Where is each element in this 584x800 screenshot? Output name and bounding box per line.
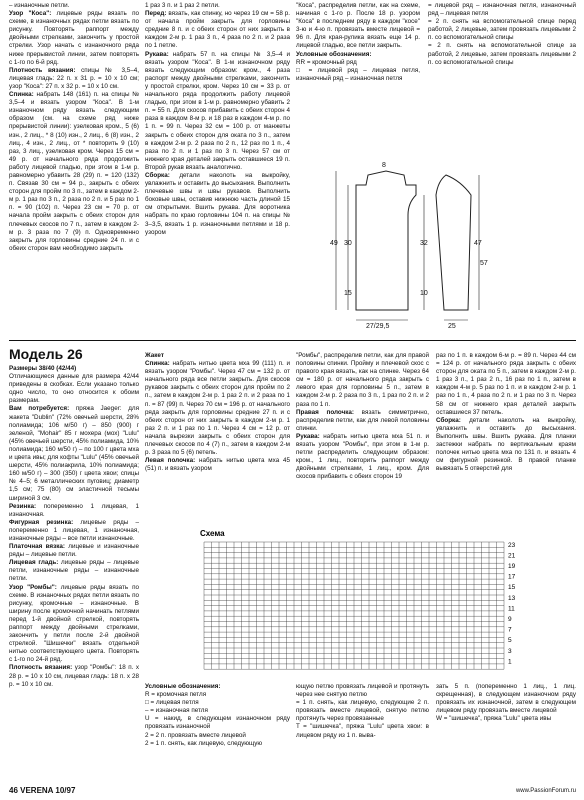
dim-label: 57 <box>480 260 488 267</box>
text-paragraph <box>436 683 576 715</box>
paragraph-heading: Плотность вязания: <box>9 66 76 74</box>
chart-row-label: 21 <box>508 552 516 560</box>
dim-label: 27/29,5 <box>366 323 390 330</box>
top-column-1 <box>9 2 139 253</box>
paragraph-text: набрать нитью цвета мха 99 (111) п. и вязать узором "Ромбы". Через 47 см = 132 р. от начального ряда все петли закрыть. Для скосов рукавов закрыть с обеих сторон для пройм по 2 п., затем в каждом 2-м р. 1 раз 2 п. и 2 раза по 1 п. = 87 (99) п. Через 70 см = 196 р. от начального ряда закрыть для горловины средние 27 п. и с обеих сторон от них закрыть в каждом 2-м р. 1 раз 2 п. и 1 раз по 1 п. Через 4 см = 12 р. от начала вырезки закрыть с обеих сторон для плечевых скосов по 4 (7) п., затем в каждом 2-м р. 3 раза по 5 (6) петель. <box>145 360 290 457</box>
paragraph-text: 2 = 2 п. провязать вместе лицевой <box>145 731 246 739</box>
text-paragraph <box>145 10 290 50</box>
top-column-3 <box>296 2 420 83</box>
paragraph-text: = 2 п. снять на вспомогательной спице за работой, 2 лицевые, затем провязать лицевыми 2 п. со вспомогательной спицы <box>428 42 576 66</box>
chart-row-label: 23 <box>508 541 516 549</box>
paragraph-heading: Фигурная резинка: <box>9 518 74 526</box>
paragraph-text: "Ромбы", распределив петли, как для правой половины спинки. Пройму и плечевой скос с правого края вязать, как на спинке. Через 64 см = 180 р. от начального ряда закрыть с левого края для горловины 5 п., затем в каждом 2-м р. 2 раза по 3 п., 1 раз по 2 п. и 2 раза по 1 п. <box>296 352 429 408</box>
dim-label: 25 <box>448 323 456 330</box>
paragraph-text: U = накид, в следующем изнаночном ряду провязать изнаночной <box>145 715 290 731</box>
model-column-3 <box>296 352 429 482</box>
text-paragraph <box>9 503 139 519</box>
legend-column-3 <box>436 683 576 723</box>
text-paragraph <box>9 405 139 502</box>
text-paragraph <box>145 51 290 172</box>
model-column-4 <box>436 352 576 473</box>
text-paragraph <box>296 59 420 67</box>
paragraph-heading: Правая полочка: <box>296 408 355 416</box>
paragraph-text: RR = кромочный ряд <box>296 58 357 66</box>
text-paragraph <box>436 352 576 417</box>
text-paragraph <box>9 10 139 67</box>
section-divider <box>9 340 576 341</box>
text-paragraph <box>428 2 576 18</box>
paragraph-text: R = кромочная петля <box>145 691 207 699</box>
text-paragraph <box>9 543 139 559</box>
model-column-2 <box>145 352 290 473</box>
text-paragraph <box>145 740 290 748</box>
text-paragraph <box>145 715 290 731</box>
paragraph-heading: Спинка: <box>9 91 34 99</box>
site-watermark: www.PassionForum.ru <box>515 788 576 794</box>
legend-column-1 <box>145 683 290 748</box>
dim-label: 10 <box>420 290 428 297</box>
paragraph-text: пряжа Jaeger: для жакета "Dublin" (72% овечьей шерсти, 28% полиамида; 106 м/50 г) – 850 (900) г зеленой, "Mohair" 85 г мохера (мох) "Lulu" (45% овечьей шерсти, 45% полиамида, 10% полиамида; 160 м/50 г) – по 100 г цвета мха и цвета ивы; для кофты "Lulu" (45% овечьей шерсти, 45% полиакрила, 10% полиамида; 160 м/50 г) – 300 (350) г цвета хвои; спицы № 4–5; 6 металлических пуговиц; диаметр 1,5 см; 75 (80) см эластичной тесьмы шириной 3 см. <box>9 405 139 502</box>
paragraph-text: "Коса", распределив петли, как на схеме, начиная с 1-го р. После 18 р. узором "Коса" в последнем ряду в каждом "косе" 3-ю и 4-ю п. провязать вместе лицевой = 96 п. Для края-рулика вязать еще 14 р. лицевой гладью, все петли закрыть. <box>296 2 420 50</box>
paragraph-text: лицевые ряды – лицевые петли, изнаночные ряды – изнаночные петли. <box>9 559 139 583</box>
model-title: Модель 26 <box>9 346 83 362</box>
text-paragraph <box>145 691 290 699</box>
dim-label: 15 <box>344 290 352 297</box>
text-paragraph <box>145 457 290 473</box>
model-column-1 <box>9 365 139 689</box>
paragraph-heading: Сборка: <box>145 171 170 179</box>
paragraph-heading: Платочная вязка: <box>9 543 65 551</box>
text-paragraph <box>296 433 429 482</box>
text-paragraph <box>145 172 290 237</box>
text-paragraph <box>145 683 290 691</box>
text-paragraph <box>9 373 139 405</box>
paragraph-text: T = "шишечка", пряжа "Lulu" цвета хвои: в лицевом ряду из 1 п. выва- <box>296 723 429 739</box>
paragraph-text: набрать нитью цвета мха 51 п. и вязать узором "Ромбы", при этом в 1-м р. петли распределить следующим образом: кром., 1 лиц., повторить раппорт между двойными стрелками, 1 лиц., кром. Для скосов прибавить с обеих сторон 19 <box>296 432 429 481</box>
text-paragraph <box>145 732 290 740</box>
dim-label: 47 <box>474 240 482 247</box>
paragraph-heading: Резинка: <box>9 502 37 510</box>
text-paragraph <box>296 683 429 699</box>
text-paragraph <box>9 2 139 10</box>
paragraph-text: лицевые и изнаночные ряды – лицевые петли. <box>9 543 139 559</box>
garment-schematic <box>296 135 486 335</box>
paragraph-heading: Сборка: <box>436 416 461 424</box>
text-paragraph <box>296 51 420 59</box>
paragraph-text: 1 раз 3 п. и 1 раз 2 петли. <box>145 2 220 9</box>
paragraph-heading: Узор "Коса": <box>9 10 52 18</box>
paragraph-text: узор "Ромбы": 18 п. х 28 р. = 10 х 10 см, лицевая гладь: 18 п. х 28 р. = 10 х 10 см. <box>9 664 139 688</box>
chart-row-label: 19 <box>508 563 516 570</box>
top-column-2 <box>145 2 290 237</box>
text-paragraph <box>145 2 290 10</box>
paragraph-text: вязать симметрично, распределив петли, как для левой половины спинки. <box>296 408 429 432</box>
text-paragraph <box>296 723 429 739</box>
chart-row-label: 3 <box>508 647 512 655</box>
knitting-chart <box>200 528 540 680</box>
paragraph-heading: Жакет <box>145 352 164 359</box>
text-paragraph <box>428 18 576 42</box>
chart-row-label: 7 <box>508 626 512 634</box>
paragraph-text: = 1 п. снять, как лицевую, следующие 2 п. провязать вместе лицевой, снятую петлю протянуть через провязанные <box>296 699 429 723</box>
paragraph-heading: Рукава: <box>296 432 320 440</box>
text-paragraph <box>9 559 139 583</box>
chart-row-label: 1 <box>508 658 512 666</box>
text-paragraph <box>296 409 429 433</box>
legend-column-2 <box>296 683 429 740</box>
paragraph-heading: Узор "Ромбы": <box>9 583 57 591</box>
text-paragraph <box>296 699 429 723</box>
text-paragraph <box>436 715 576 723</box>
paragraph-text: лицевые ряды вязать по схеме. В изнаночных рядах петли вязать по рисунку, кромочные – изнаночные. В ширину после кромочной начинать петлями перед 1-й двойной стрелкой, повторять раппорт между двойными стрелками, закончить у петли после 2-й двойной стрелкой. "Шишечки" вязать отдельной нитью соответствующего цвета. Повторять с 1-го по 24-й ряд. <box>9 583 139 664</box>
chart-row-label: 15 <box>508 584 516 592</box>
paragraph-heading: Вам потребуется: <box>9 405 70 413</box>
text-paragraph <box>145 707 290 715</box>
paragraph-heading: Плотность вязания: <box>9 664 73 672</box>
text-paragraph <box>296 2 420 51</box>
paragraph-text: спицы № 3,5–4, лицевая гладь: 22 п. х 31 р. = 10 х 10 см; узор "Коса": 27 п. х 32 р. = 10 х 10 см. <box>9 66 140 90</box>
paragraph-text: = 2 п. снять на вспомогательной спице перед работой, 2 лицевые, затем провязать лицевыми 2 п. со вспомогательной спицы <box>428 18 576 42</box>
chart-title: Схема <box>200 529 225 538</box>
text-paragraph <box>296 352 429 409</box>
paragraph-text: ющую петлю провязать лицевой и протянуть через нее снятую петлю <box>296 683 429 699</box>
paragraph-text: вязать, как спинку, но через 19 см = 58 р. от начала пройм закрыть для горловины средние 8 п. и с обеих сторон от них закрыть в каждом 2-м р. 1 раз 3 п., 4 раза по 2 п. и 2 раза по 1 петле. <box>145 10 290 50</box>
dim-label: 49 <box>330 240 338 247</box>
top-column-4-legend <box>428 2 576 67</box>
chart-row-label: 17 <box>508 573 516 581</box>
paragraph-text: попеременно 1 лицевая, 1 изнаночная. <box>9 502 139 518</box>
dim-label: 30 <box>344 240 352 247</box>
text-paragraph <box>428 42 576 66</box>
text-paragraph <box>145 360 290 457</box>
paragraph-text: детали наколоть на выкройку, увлажнить и оставить до высыхания. Выполнить швы. Вшить рукава. Для планки застежки набрать по вертикальным краям полочек нитью цвета мха по 131 п. и вязать 4 см фигурной резинкой. В правой планке вывязать 5 отверстий для <box>436 416 576 473</box>
paragraph-text: лицевые ряды – попеременно 1 лицевая, 1 изнаночная, изнаночные ряды – все петли изнаночные. <box>9 518 139 542</box>
paragraph-text: зать 5 п. (попеременно 1 лиц., 1 лиц. скрещенная), в следующем изнаночном ряду провязать их изнаночной, затем в следующем лицевом ряду провязать вместе лицевой <box>436 683 576 715</box>
paragraph-heading: Размеры 38/40 (42/44) <box>9 365 77 372</box>
chart-row-label: 13 <box>508 594 516 602</box>
text-paragraph <box>9 584 139 665</box>
text-paragraph <box>436 417 576 474</box>
paragraph-text: Отличающиеся данные для размера 42/44 приведены в скобках. Если указано только одно число, то оно относится к обоим размерам. <box>9 373 139 405</box>
text-paragraph <box>145 352 290 360</box>
chart-row-label: 9 <box>508 616 512 623</box>
paragraph-heading: Условные обозначения: <box>145 683 221 690</box>
paragraph-text: лицевые ряды вязать по схеме, в изнаночных рядах петли вязать по рисунку. Повторять раппорт между двойными стрелками, закончить у простой стрелки. Узор начать с изнаночного ряда ниже прерывистой линии, затем повторять с 1-го по 6-й ряд. <box>9 10 139 66</box>
paragraph-heading: Перед: <box>145 10 167 18</box>
paragraph-text: □ = лицевой ряд – лицевая петля, изнаночный ряд – изнаночная петля <box>296 66 420 82</box>
paragraph-text: набрать 57 п. на спицы № 3,5–4 и вязать узором "Коса". В 1-м изнаночном ряду вязать следующим образом: кром., 4 раза распорт между двойными стрелками, закончить у простой стрелки, кром. Через 10 см = 33 р. от начального ряда продолжить работу лицевой гладью, при этом в 1-м р. равномерно убавить 2 п. = 55 п. Для скосов прибавить с обеих сторон 4 раза в каждом 8-м р. и 18 раз в каждом 4-м р. по 1 п. = 99 п. Через 32 см = 100 р. от манжеты закрыть с обеих сторон для оката по 3 п., затем в каждом 2-м р. 2 раза по 2 п., 12 раз по 1 п., 4 раза по 2 п. и 1 раз по 3 п. Через 57 см от нижнего края деталей закрыть оставшиеся 19 п. Второй рукав вязать аналогично. <box>145 50 290 171</box>
paragraph-text: = лицевой ряд – изнаночная петля, изнаночный ряд – лицевая петля <box>428 2 576 18</box>
chart-row-label: 5 <box>508 637 512 645</box>
text-paragraph <box>9 91 139 253</box>
page-footer: 46 VERENA 10/97 <box>9 786 76 795</box>
text-paragraph <box>9 67 139 91</box>
paragraph-heading: Лицевая гладь: <box>9 559 59 567</box>
text-paragraph <box>296 67 420 83</box>
paragraph-text: – = изнаночная петля <box>145 707 208 715</box>
chart-row-label: 11 <box>508 605 515 613</box>
paragraph-text: набрать 148 (161) п. на спицы № 3,5–4 и вязать узором "Коса". В 1-м изнаночном ряду вязать следующим образом (см. на схеме ряд ниже прерывистой линии): узелковая кром., 5 (6) изн., 2 лиц., * 8 (10) изн., 2 лиц., 6 (8) изн., 2 лиц., 4 изн., 2 лиц., от * повторить 9 (10) раз, 3 лиц., узелковая кром. Через 15 см = 49 р. от начального ряда продолжить работу лицевой гладью, при этом в 1-м р. равномерно убавить 28 (29) п. = 120 (132) п. Связав 30 см = 94 р., закрыть с обеих сторон для пройм по 3 п., затем в каждом 2-м р. 1 раз по 3 п., 2 раза по 2 п. и 5 раз по 1 п. = 90 (102) п. Через 23 см = 70 р. от начала пройм закрыть с обеих сторон для плечевых скосов по 7 п., затем в каждом 2-м р. 3 раза по 7 (9) п. Одновременно закрыть для горловины средние 24 п. и с обеих сторон вам необходимо закрыть <box>9 91 139 252</box>
paragraph-text: – изнаночные петли. <box>9 2 70 9</box>
paragraph-heading: Спинка: <box>145 360 170 368</box>
paragraph-text: детали наколоть на выкройку, увлажнить и оставить до высыхания. Выполнить плечевые швы и швы рукавов. Выполнить боковые швы, оставив нижнюю часть длиной 15 см открытыми. Вшить рукава. Для воротника набрать по краю горловины 104 п. на спицы № 3–3,5, вязать 1 р. изнаночными петлями и 18 р. узором <box>145 171 290 236</box>
paragraph-heading: Рукава: <box>145 50 169 58</box>
text-paragraph <box>9 519 139 543</box>
text-paragraph <box>145 699 290 707</box>
paragraph-text: 2 = 1 п. снять, как лицевую, следующую <box>145 739 263 747</box>
dim-label: 8 <box>382 162 386 169</box>
paragraph-heading: Левая полочка: <box>145 457 196 465</box>
paragraph-heading: Условные обозначения: <box>296 50 372 58</box>
text-paragraph <box>9 664 139 688</box>
paragraph-text: □ = лицевая петля <box>145 699 199 707</box>
paragraph-text: W = "шишечка", пряжа "Lulu" цвета ивы <box>436 715 552 723</box>
paragraph-text: раз по 1 п. в каждом 6-м р. = 89 п. Через 44 см = 124 р. от начального ряда закрыть с обеих сторон для оката по 5 п., затем в каждом 2-м р. 1 раз 3 п., 1 раз 2 п., 16 раз по 1 п., затем в каждом 4-м р. 5 раз по 1 п. и в каждом 2-м р. 1 раз по 1 п., 4 раза по 2 п. и 1 раз по 3 п. Через 58 см от нижнего края деталей закрыть оставшиеся 37 петель. <box>436 352 576 416</box>
text-paragraph <box>9 365 139 373</box>
paragraph-text: набрать нитью цвета мха 45 (51) п. и вязать узором <box>145 457 291 473</box>
dim-label: 32 <box>420 240 428 247</box>
